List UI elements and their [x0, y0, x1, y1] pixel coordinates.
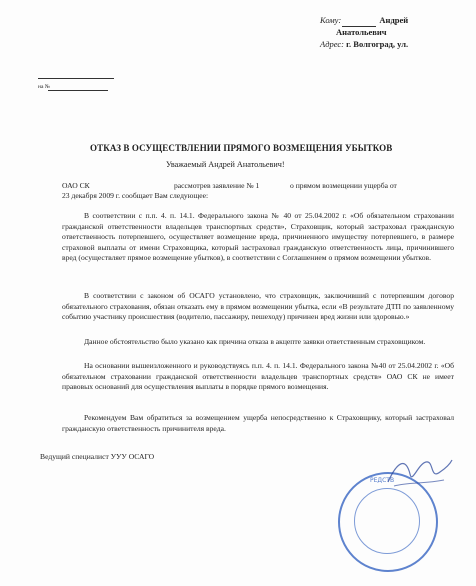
intro-considered: рассмотрев заявление № 1 — [174, 181, 260, 190]
address-line — [320, 39, 408, 50]
outgoing-number-line — [48, 90, 108, 91]
recipient-patronymic: Анатольевич — [336, 27, 387, 37]
paragraph-1-text: В соответствии с п.п. 4. п. 14.1. Федерального закона № 40 от 25.04.2002 г. «Об обязательном страховании гражданской ответственности владельцев транспортных средств», Страховщик, который застраховал гражданскую ответственность потерпевшего, осуществляет возмещение вреда, причиненного имуществу потерпевшего, в размере страховой выплаты от имени Страховщика, который застраховал гражданскую ответственность лица, причинившего вред (осуществляет прямое возмещение убытков), в соответствии с Соглашением о прямом возмещении убытков. — [62, 211, 454, 263]
stamp-inner-ring — [354, 488, 420, 554]
address-label: Адрес: — [320, 39, 345, 49]
intro-company: ОАО СК — [62, 181, 90, 190]
paragraph-3-text: Данное обстоятельство было указано как причина отказа в акцепте заявки ответственным страховщиком. — [84, 337, 426, 346]
handwritten-signature — [384, 452, 454, 492]
document-title: ОТКАЗ В ОСУЩЕСТВЛЕНИИ ПРЯМОГО ВОЗМЕЩЕНИЯ УБЫТКОВ — [90, 143, 393, 153]
recipient-line — [320, 15, 408, 26]
paragraph-5 — [62, 413, 454, 434]
paragraph-2 — [62, 291, 454, 323]
recipient-name: Андрей — [379, 15, 409, 25]
address-value: г. Волгоград, ул. — [346, 39, 409, 49]
intro-date-line: 23 декабря 2009 г. сообщает Вам следующее: — [62, 191, 209, 200]
intro-subject: о прямом возмещении ущерба от — [290, 181, 397, 190]
paragraph-4 — [62, 361, 454, 393]
paragraph-4-text: На основании вышеизложенного и руководствуясь п.п. 4. п. 14.1. Федерального закона №40 от 25.04.2002 г. «Об обязательном страховании гражданской ответственности владельцев транспортных средств» ОАО СК не имеет правовых оснований для осуществления выплаты в порядке прямого возмещения. — [62, 361, 454, 392]
stamp-text: РЕДСТВ — [370, 477, 395, 484]
paragraph-1 — [62, 211, 454, 264]
outgoing-number-label: на № — [38, 84, 51, 90]
paragraph-3 — [62, 337, 454, 348]
paragraph-2-text: В соответствии с законом об ОСАГО установлено, что страховщик, заключивший с потерпевшим договор обязательного страхования, обязан отказать ему в прямом возмещении убытка, если «В результате ДТП по заявленному событию участнику происшествия (водителю, пассажиру, пешеходу) причинен вред жизни или здоровью.» — [62, 291, 454, 322]
paragraph-5-text: Рекомендуем Вам обратиться за возмещением ущерба непосредственно к Страховщику, который застраховал гражданскую ответственность причинителя вреда. — [62, 413, 454, 433]
recipient-label: Кому: — [320, 15, 342, 25]
greeting: Уважаемый Андрей Анатольевич! — [166, 160, 285, 169]
signatory-title: Ведущий специалист УУУ ОСАГО — [40, 452, 155, 461]
outgoing-date-line — [38, 78, 114, 79]
